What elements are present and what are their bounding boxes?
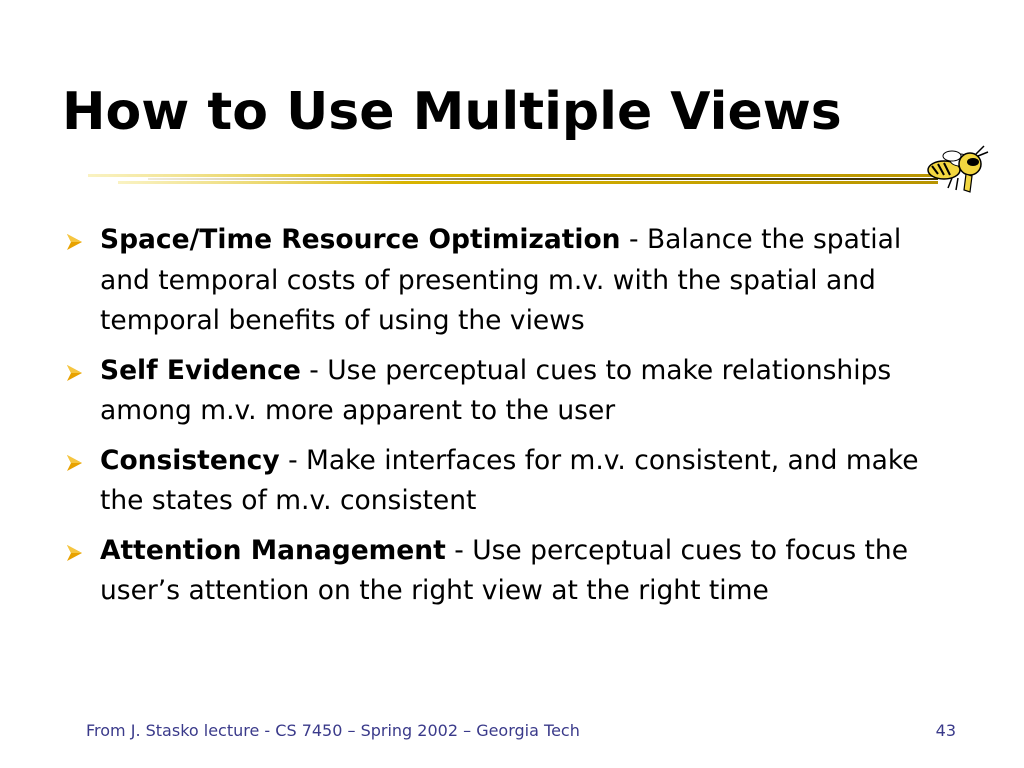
bullet-term: Consistency — [100, 444, 280, 476]
arrowhead-bullet-icon — [64, 543, 84, 563]
footer-credit: From J. Stasko lecture - CS 7450 – Spring 2002 – Georgia Tech — [86, 721, 580, 740]
bullet-description: - Use perceptual cues to make relationships among m.v. more apparent to the user — [100, 354, 892, 426]
page-number: 43 — [935, 721, 956, 740]
bullet-description: - Make interfaces for m.v. consistent, and make the states of m.v. consistent — [100, 444, 919, 516]
bullet-term: Self Evidence — [100, 354, 301, 386]
bullet-term: Attention Management — [100, 534, 446, 566]
bullet-list — [64, 220, 954, 621]
bullet-description: - Balance the spatial and temporal costs of presenting m.v. with the spatial and temporal benefits of using the views — [100, 224, 902, 336]
bullet-term: Space/Time Resource Optimization — [100, 224, 621, 255]
title-underline-rule — [88, 168, 938, 188]
arrowhead-bullet-icon — [64, 232, 84, 252]
list-item — [64, 351, 954, 432]
yellow-jacket-mascot-icon — [922, 140, 992, 200]
list-item — [64, 441, 954, 522]
slide-title: How to Use Multiple Views — [62, 82, 842, 142]
arrowhead-bullet-icon — [64, 363, 84, 383]
arrowhead-bullet-icon — [64, 453, 84, 473]
list-item — [64, 220, 954, 342]
list-item — [64, 531, 954, 612]
bullet-description: - Use perceptual cues to focus the user’s attention on the right view at the right time — [100, 534, 909, 606]
